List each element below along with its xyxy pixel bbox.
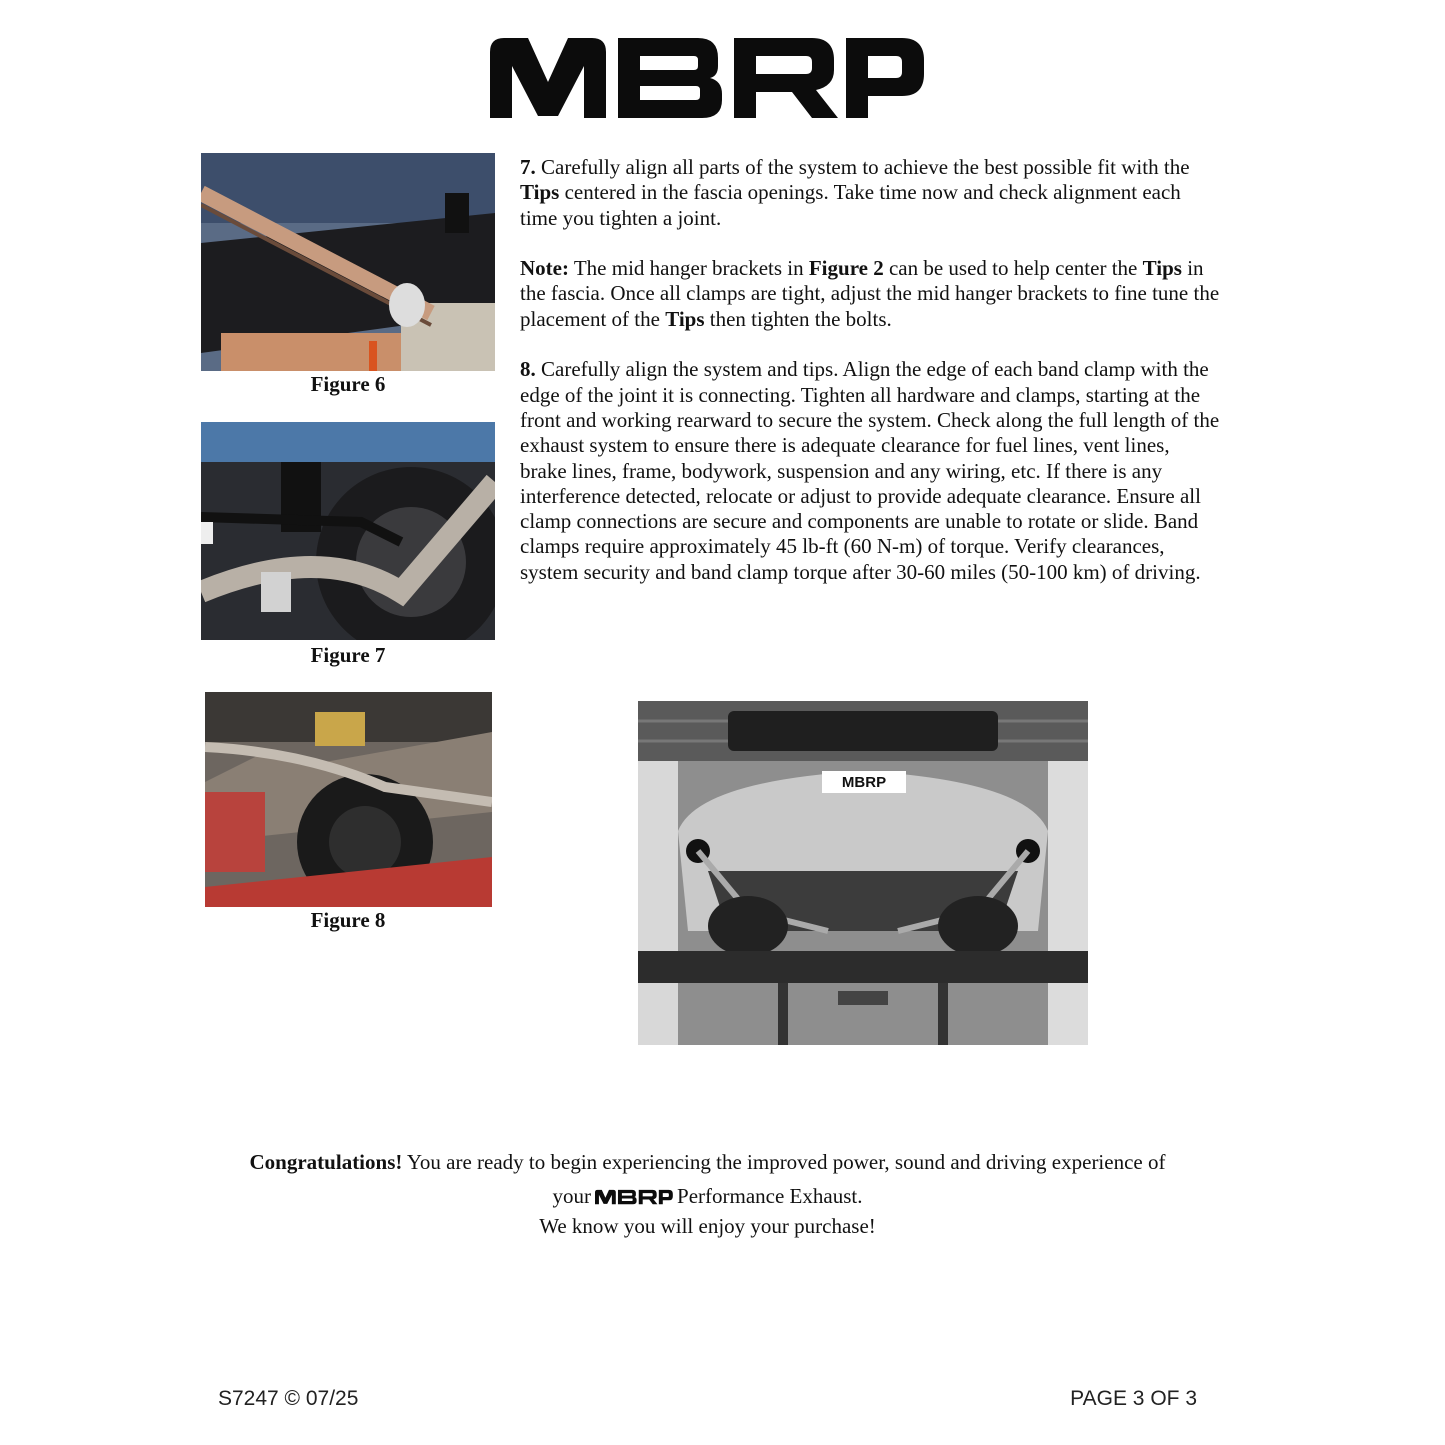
closing-text: You are ready to begin experiencing the improved power, sound and driving experience of [402,1150,1166,1174]
page-number: PAGE 3 OF 3 [1070,1387,1197,1410]
figure-7-caption: Figure 7 [310,643,386,667]
note-bold: Tips [665,306,705,331]
doc-code: S7247 © 07/25 [218,1387,359,1410]
note-text: in the fascia. Once all clamps are tight, adjust the mid hanger brackets to fine tune the placement of the [520,256,1220,331]
instructions [520,155,1220,610]
figure-7-photo [201,422,495,640]
closing-line-3: We know you will enjoy your purchase! [539,1214,876,1238]
step-8 [520,357,1220,585]
step-7-text: Carefully align all parts of the system to achieve the best possible fit with the [535,155,1190,179]
note-bold: Figure 2 [808,256,884,281]
step-7-bold: Tips [520,180,560,205]
closing-line-1 [200,1147,1215,1177]
step-7-text: centered in the fascia openings. Take time now and check alignment each time you tighten a joint. [520,180,1181,230]
note-label: Note: [520,256,569,281]
step-7 [520,155,1220,231]
step-8-number: 8. [520,357,536,382]
note [520,256,1220,332]
step-7-number: 7. [520,155,536,179]
figure-6-caption: Figure 6 [310,372,386,396]
figure-8-caption: Figure 8 [310,908,386,932]
closing-text: Performance Exhaust. [677,1184,863,1208]
note-text: The mid hanger brackets in [568,256,809,281]
mbrp-logo [490,30,925,120]
closing-message [200,1147,1215,1241]
mbrp-inline-logo [595,1188,673,1205]
closing-text: your [552,1184,592,1208]
closing-line-2 [200,1181,1215,1211]
figure-8-photo [205,692,492,907]
step-8-text: Carefully align the system and tips. Align the edge of each band clamp with the edge of the joint it is connecting. Tighten all hardware and clamps, starting at the front and working rearward to secure the system. Check along the full length of the exhaust system to ensure there is adequate clearance for fuel lines, vent lines, brake lines, frame, bodywork, suspension and any wiring, etc. If there is any interference detected, relocate or adjust to provide adequate clearance. Ensure all clamp connections are secure and components are unable to rotate or slide. Band clamps require approximately 45 lb-ft (60 N-m) of torque. Verify clearances, system security and band clamp torque after 30-60 miles (50-100 km) of driving. [520,357,1220,584]
note-bold: Tips [1142,256,1182,281]
note-text: then tighten the bolts. [704,306,892,331]
figure-6-photo [201,153,495,371]
note-text: can be used to help center the [883,256,1143,281]
congratulations-bold: Congratulations! [249,1150,403,1174]
vehicle-badge: MBRP [841,774,887,791]
vehicle-rear-photo [638,701,1088,1045]
